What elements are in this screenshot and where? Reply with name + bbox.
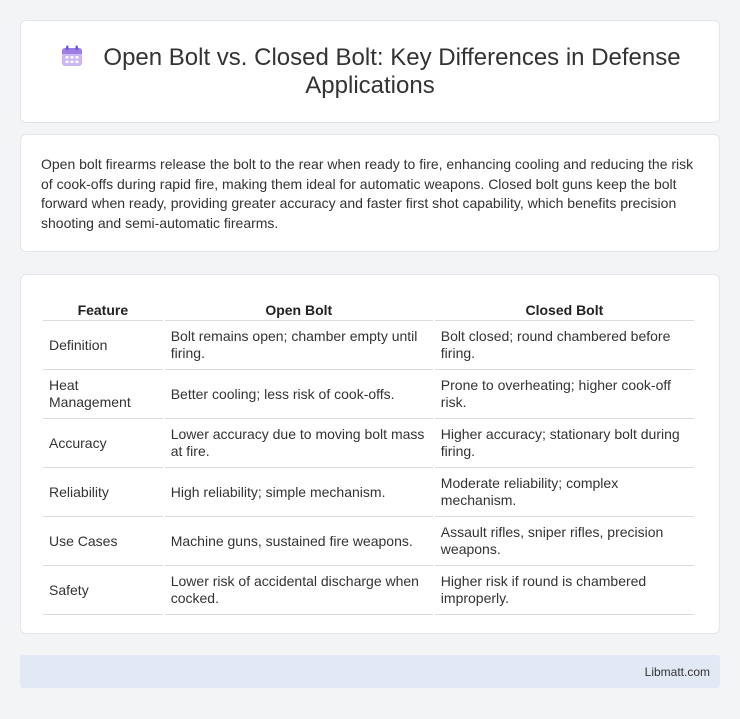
cell-closed-bolt: Higher accuracy; stationary bolt during firing. bbox=[435, 419, 694, 468]
table-row bbox=[43, 566, 694, 615]
table-row bbox=[43, 517, 694, 566]
footer-site-link[interactable]: Libmatt.com bbox=[644, 664, 710, 679]
cell-feature: Safety bbox=[43, 566, 163, 615]
cell-closed-bolt: Moderate reliability; complex mechanism. bbox=[435, 468, 694, 517]
page-title: Open Bolt vs. Closed Bolt: Key Differences in Defense Applications bbox=[103, 43, 681, 99]
cell-closed-bolt: Higher risk if round is chambered improperly. bbox=[435, 566, 694, 615]
cell-feature: Heat Management bbox=[43, 370, 163, 419]
footer bbox=[20, 655, 720, 688]
cell-feature: Use Cases bbox=[43, 517, 163, 566]
cell-open-bolt: Machine guns, sustained fire weapons. bbox=[165, 517, 433, 566]
cell-feature: Reliability bbox=[43, 468, 163, 517]
cell-open-bolt: High reliability; simple mechanism. bbox=[165, 468, 433, 517]
table-header-row bbox=[43, 295, 694, 321]
cell-feature: Accuracy bbox=[43, 419, 163, 468]
cell-open-bolt: Better cooling; less risk of cook-offs. bbox=[165, 370, 433, 419]
page-title-wrap bbox=[51, 44, 689, 100]
table-row bbox=[43, 370, 694, 419]
cell-open-bolt: Lower risk of accidental discharge when cocked. bbox=[165, 566, 433, 615]
cell-closed-bolt: Assault rifles, sniper rifles, precision weapons. bbox=[435, 517, 694, 566]
table-row bbox=[43, 321, 694, 370]
cell-feature: Definition bbox=[43, 321, 163, 370]
table-row bbox=[43, 419, 694, 468]
intro-paragraph: Open bolt firearms release the bolt to the rear when ready to fire, enhancing cooling and reducing the risk of cook-offs during rapid fire, making them ideal for automatic weapons. Closed bolt guns keep the bolt forward when ready, providing greater accuracy and faster first shot capability, which benefits precision shooting and semi-automatic firearms. bbox=[41, 156, 694, 231]
cell-closed-bolt: Bolt closed; round chambered before firing. bbox=[435, 321, 694, 370]
calendar-icon bbox=[59, 45, 85, 67]
intro-card bbox=[20, 134, 720, 252]
header-open-bolt: Open Bolt bbox=[165, 295, 433, 321]
cell-open-bolt: Lower accuracy due to moving bolt mass at fire. bbox=[165, 419, 433, 468]
cell-closed-bolt: Prone to overheating; higher cook-off risk. bbox=[435, 370, 694, 419]
header-feature: Feature bbox=[43, 295, 163, 321]
table-row bbox=[43, 468, 694, 517]
title-card bbox=[20, 20, 720, 123]
header-closed-bolt: Closed Bolt bbox=[435, 295, 694, 321]
comparison-table bbox=[41, 295, 696, 615]
comparison-card bbox=[20, 274, 720, 634]
cell-open-bolt: Bolt remains open; chamber empty until firing. bbox=[165, 321, 433, 370]
